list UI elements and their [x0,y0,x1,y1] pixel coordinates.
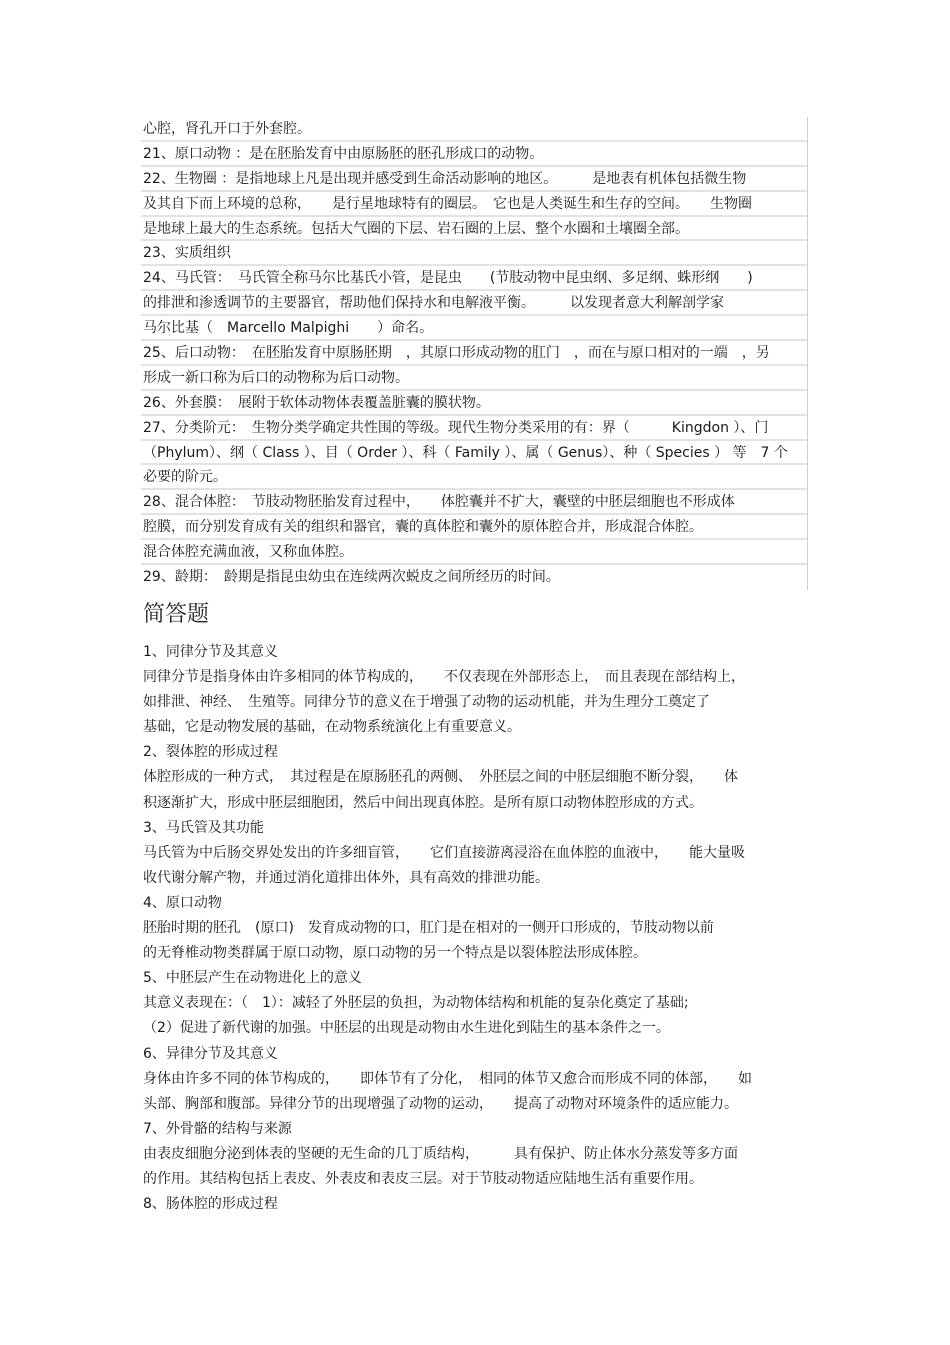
definition-line: 21、原口动物 ：是在胚胎发育中由原肠胚的胚孔形成口的动物。 [141,142,807,167]
answer-line: 胚胎时期的胚孔 (原口) 发育成动物的口，肛门是在相对的一侧开口形成的，节肢动物以前 [143,920,714,937]
definition-line: 26、外套膜： 展附于软体动物体表覆盖脏囊的膜状物。 [141,391,807,416]
answer-line: 头部、胸部和腹部。异律分节的出现增强了动物的运动， 提高了动物对环境条件的适应能力。 [143,1095,738,1112]
question-title: 5、中胚层产生在动物进化上的意义 [143,970,362,987]
answer-line: 基础，它是动物发展的基础，在动物系统演化上有重要意义。 [143,719,521,736]
definition-line: 及其自下而上环境的总称， 是行星地球特有的圈层。 它也是人类诞生和生存的空间。 生物圈 [141,192,807,217]
answer-line: 身体由许多不同的体节构成的， 即体节有了分化， 相同的体节又愈合而形成不同的体部， 如 [143,1070,752,1087]
answer-line: （2）促进了新代谢的加强。中胚层的出现是动物由水生进化到陆生的基本条件之一。 [143,1020,670,1037]
answer-line: 积逐渐扩大，形成中胚层细胞团，然后中间出现真体腔。是所有原口动物体腔形成的方式。 [143,794,703,811]
definition-line: 形成一新口称为后口的动物称为后口动物。 [141,366,807,391]
question-title: 4、原口动物 [143,894,222,911]
question-title: 1、同律分节及其意义 [143,644,278,660]
section-heading: 简答题 [143,602,210,627]
definition-line: 的排泄和渗透调节的主要器官，帮助他们保持水和电解液平衡。 以发现者意大利解剖学家 [141,291,807,316]
definitions-table [141,117,808,590]
definition-line: 29、龄期： 龄期是指昆虫幼虫在连续两次蜕皮之间所经历的时间。 [143,569,560,586]
definition-line: 25、后口动物： 在胚胎发育中原肠胚期 ，其原口形成动物的肛门 ，而在与原口相对的一端 ，另 [141,341,807,366]
answer-line: 同律分节是指身体由许多相同的体节构成的， 不仅表现在外部形态上， 而且表现在部结构上， [143,669,745,686]
question-title: 8、肠体腔的形成过程 [143,1196,278,1213]
definition-line: 必要的阶元。 [141,465,807,490]
definition-line: 混合体腔充满血液，又称血体腔。 [141,540,807,565]
answer-line: 由表皮细胞分泌到体表的坚硬的无生命的几丁质结构， 具有保护、防止体水分蒸发等多方面 [143,1145,738,1162]
answer-line: 马氏管为中后肠交界处发出的许多细盲管， 它们直接游离浸浴在血体腔的血液中， 能大量吸 [143,844,745,861]
question-title: 6、异律分节及其意义 [143,1045,278,1062]
answer-line: 体腔形成的一种方式， 其过程是在原肠胚孔的两侧、 外胚层之间的中胚层细胞不断分裂， 体 [143,769,738,786]
definition-line: 是地球上最大的生态系统。包括大气圈的下层、岩石圈的上层、整个水圈和土壤圈全部。 [141,217,807,242]
answer-line: 收代谢分解产物，并通过消化道排出体外，具有高效的排泄功能。 [143,869,549,886]
definition-line: 22、生物圈 ：是指地球上凡是出现并感受到生命活动影响的地区。 是地表有机体包括微生物 [141,167,807,192]
answer-line: 如排泄、神经、 生殖等。同律分节的意义在于增强了动物的运动机能，并为生理分工奠定了 [143,694,710,711]
definition-line: 24、马氏管： 马氏管全称马尔比基氏小管，是昆虫 (节肢动物中昆虫纲、多足纲、蛛形纲 ) [141,266,807,291]
question-title: 3、马氏管及其功能 [143,819,264,836]
definition-line: 27、分类阶元： 生物分类学确定共性围的等级。现代生物分类采用的有：界（ Kingdon ）、门 [141,416,807,441]
answer-line: 其意义表现在：（ 1）：减轻了外胚层的负担，为动物体结构和机能的复杂化奠定了基础; [143,995,689,1012]
question-title: 2、裂体腔的形成过程 [143,744,278,761]
definition-line: 马尔比基（ Marcello Malpighi ）命名。 [141,316,807,341]
short-answer-section [143,640,807,1217]
definition-line: 28、混合体腔： 节肢动物胚胎发育过程中， 体腔囊并不扩大，囊壁的中胚层细胞也不形成体 [141,490,807,515]
definition-line: （Phylum）、纲（ Class ）、目（ Order ）、科（ Family ）、属（ Genus）、种（ Species ） 等 7 个 [141,441,807,466]
definition-line: 23、实质组织 [141,241,807,266]
definition-line: 心腔，肾孔开口于外套腔。 [141,117,807,142]
answer-line: 的无脊椎动物类群属于原口动物，原口动物的另一个特点是以裂体腔法形成体腔。 [143,945,647,962]
definition-line: 腔膜，而分别发育成有关的组织和器官，囊的真体腔和囊外的原体腔合并，形成混合体腔。 [141,515,807,540]
question-title: 7、外骨骼的结构与来源 [143,1120,292,1137]
answer-line: 的作用。其结构包括上表皮、外表皮和表皮三层。对于节肢动物适应陆地生活有重要作用。 [143,1170,703,1187]
